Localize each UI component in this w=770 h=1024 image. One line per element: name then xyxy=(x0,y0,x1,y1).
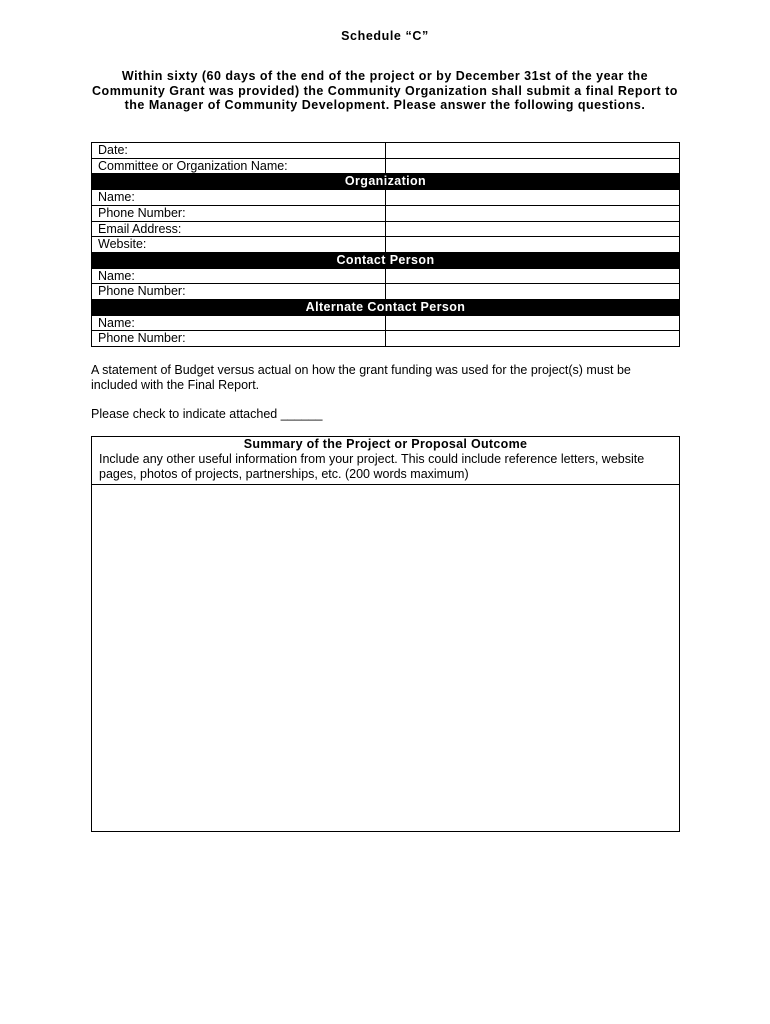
alt-phone-field[interactable] xyxy=(386,331,680,347)
org-email-field[interactable] xyxy=(386,221,680,237)
org-email-label: Email Address: xyxy=(92,221,386,237)
alternate-header: Alternate Contact Person xyxy=(92,300,680,316)
org-phone-field[interactable] xyxy=(386,205,680,221)
alt-name-field[interactable] xyxy=(386,315,680,331)
contact-phone-label: Phone Number: xyxy=(92,284,386,300)
form-row-contact-phone xyxy=(92,284,680,300)
report-form-table xyxy=(91,142,680,347)
summary-response-area[interactable] xyxy=(92,485,679,830)
form-row-committee xyxy=(92,158,680,174)
summary-description: Include any other useful information from your project. This could include reference letters, website pages, photos of projects, partnerships, etc. (200 words maximum) xyxy=(99,452,645,482)
contact-header: Contact Person xyxy=(92,252,680,268)
form-row-org-phone xyxy=(92,205,680,221)
organization-section-header xyxy=(92,174,680,190)
form-row-contact-name xyxy=(92,268,680,284)
intro-text: Within sixty (60 days of the end of the project or by December 31st of the year the Community Grant was provided) the Community Organization shall submit a final Report to the Manager of Community Development. Please answer the following questions. xyxy=(92,69,678,112)
contact-name-label: Name: xyxy=(92,268,386,284)
org-name-field[interactable] xyxy=(386,190,680,206)
form-row-org-email xyxy=(92,221,680,237)
alternate-section-header xyxy=(92,300,680,316)
org-website-label: Website: xyxy=(92,237,386,253)
contact-section-header xyxy=(92,252,680,268)
form-row-date xyxy=(92,143,680,159)
form-row-org-website xyxy=(92,237,680,253)
org-name-label: Name: xyxy=(92,190,386,206)
alt-phone-label: Phone Number: xyxy=(92,331,386,347)
attachment-check-line: Please check to indicate attached ______ xyxy=(91,407,323,421)
summary-box xyxy=(91,436,680,832)
page-title: Schedule “C” xyxy=(341,29,429,43)
date-field[interactable] xyxy=(386,143,680,159)
org-phone-label: Phone Number: xyxy=(92,205,386,221)
date-label: Date: xyxy=(92,143,386,159)
summary-title: Summary of the Project or Proposal Outcome xyxy=(243,437,528,451)
contact-phone-field[interactable] xyxy=(386,284,680,300)
form-row-alt-name xyxy=(92,315,680,331)
form-row-org-name xyxy=(92,190,680,206)
committee-label: Committee or Organization Name: xyxy=(92,158,386,174)
summary-header xyxy=(92,437,679,485)
budget-statement: A statement of Budget versus actual on how the grant funding was used for the project(s) must be included with the Final Report. xyxy=(91,363,631,392)
org-website-field[interactable] xyxy=(386,237,680,253)
contact-name-field[interactable] xyxy=(386,268,680,284)
committee-field[interactable] xyxy=(386,158,680,174)
form-row-alt-phone xyxy=(92,331,680,347)
alt-name-label: Name: xyxy=(92,315,386,331)
organization-header: Organization xyxy=(92,174,680,190)
